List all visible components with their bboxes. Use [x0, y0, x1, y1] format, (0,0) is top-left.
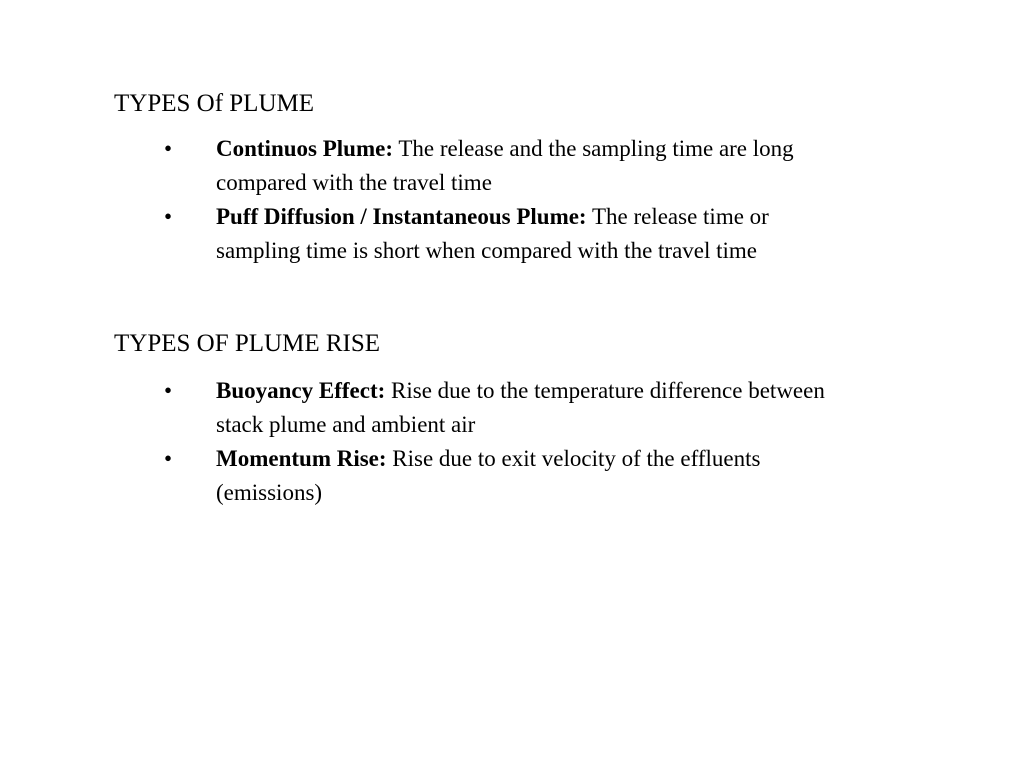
section-title-types-of-plume: TYPES Of PLUME — [114, 90, 315, 117]
bullet-icon: • — [164, 446, 173, 471]
bullet-icon: • — [164, 204, 173, 229]
term-label: Buoyancy Effect: — [216, 378, 386, 403]
plume-rise-types-list — [0, 374, 1024, 510]
list-item-puff-diffusion — [0, 200, 856, 268]
term-description: The release time or sampling time is short when compared with the travel time — [216, 204, 769, 263]
term-label: Momentum Rise: — [216, 446, 387, 471]
bullet-icon: • — [164, 378, 173, 403]
term-label: Continuos Plume: — [216, 136, 393, 161]
list-item-momentum-rise — [0, 442, 796, 510]
term-description: The release and the sampling time are long compared with the travel time — [216, 136, 794, 195]
bullet-icon: • — [164, 136, 173, 161]
term-description: Rise due to exit velocity of the effluents (emissions) — [216, 446, 761, 505]
section-title-types-of-plume-rise: TYPES OF PLUME RISE — [114, 330, 381, 357]
term-label: Puff Diffusion / Instantaneous Plume: — [216, 204, 587, 229]
term-description: Rise due to the temperature difference between stack plume and ambient air — [216, 378, 825, 437]
plume-types-list — [0, 132, 1024, 268]
list-item-buoyancy-effect — [0, 374, 876, 442]
list-item-continuous-plume — [0, 132, 876, 200]
